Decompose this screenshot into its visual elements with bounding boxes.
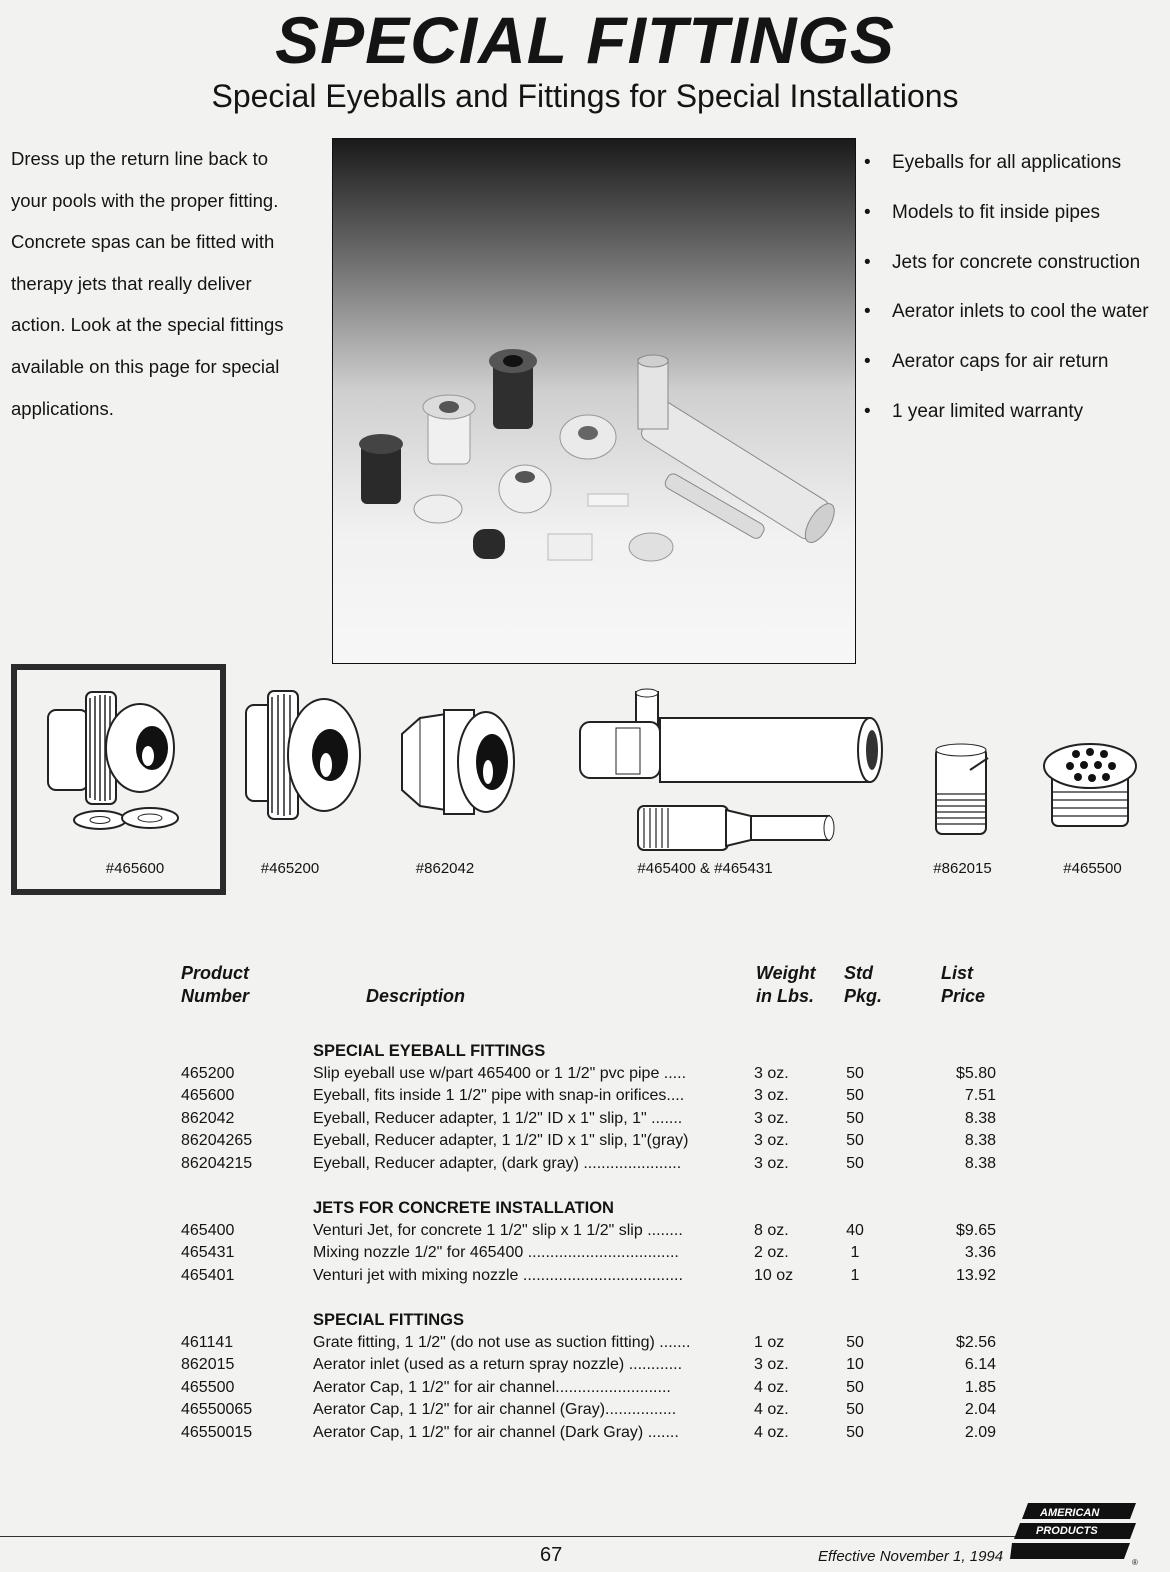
- product-number: 461141: [181, 1333, 234, 1351]
- product-std-pkg: 1: [850, 1266, 860, 1284]
- product-description: Eyeball, Reducer adapter, 1 1/2" ID x 1" slip, 1" .......: [313, 1109, 683, 1127]
- product-number: 46550015: [181, 1423, 253, 1441]
- product-number: 465400: [181, 1221, 235, 1239]
- product-weight: 4 oz.: [754, 1401, 789, 1418]
- col-header-line: Weight: [756, 963, 816, 983]
- product-std-pkg: 50: [846, 1109, 864, 1127]
- product-price: $9.65: [955, 1221, 996, 1239]
- american-products-logo: [1010, 1497, 1140, 1567]
- product-weight: 4 oz.: [754, 1423, 789, 1441]
- product-number: 862015: [181, 1356, 235, 1373]
- product-std-pkg: 1: [850, 1244, 860, 1261]
- intro-line: available on this page for special: [11, 355, 280, 377]
- feature-item: • Aerator caps for air return: [864, 337, 1170, 387]
- product-label: #465600: [105, 860, 165, 877]
- svg-text:AMERICAN: AMERICAN: [1040, 1507, 1100, 1519]
- product-description: Eyeball, Reducer adapter, 1 1/2" ID x 1" slip, 1"(gray): [313, 1132, 689, 1149]
- col-header-line: Std: [844, 963, 873, 983]
- section-title: SPECIAL EYEBALL FITTINGS: [313, 1042, 546, 1060]
- product-weight: 1 oz: [754, 1333, 785, 1351]
- feature-item: • Eyeballs for all applications: [864, 138, 1170, 188]
- col-header-product: [181, 962, 249, 1008]
- col-header-line: in Lbs.: [756, 986, 814, 1006]
- slip-eyeball-icon: [238, 685, 368, 825]
- product-number: 46550065: [181, 1401, 253, 1418]
- product-photo: [332, 138, 856, 664]
- col-header-line: Price: [941, 986, 986, 1006]
- product-number: 86204215: [181, 1154, 253, 1172]
- product-description: Aerator inlet (used as a return spray nozzle) ............: [313, 1356, 683, 1373]
- feature-list: [864, 138, 1170, 437]
- product-description: Eyeball, Reducer adapter, (dark gray) ......................: [313, 1154, 682, 1172]
- col-header-price: [941, 962, 985, 1008]
- col-header-line: Product: [181, 963, 250, 983]
- product-std-pkg: 50: [846, 1132, 864, 1149]
- page-title: SPECIAL FITTINGS: [275, 3, 895, 77]
- product-number: 465600: [181, 1087, 235, 1104]
- product-number: 465431: [181, 1244, 235, 1261]
- col-header-line: Number: [181, 986, 250, 1006]
- product-std-pkg: 50: [846, 1154, 864, 1172]
- product-description: Slip eyeball use w/part 465400 or 1 1/2" pvc pipe .....: [313, 1064, 687, 1082]
- product-price: $2.56: [955, 1333, 996, 1351]
- product-description: Aerator Cap, 1 1/2" for air channel..........................: [313, 1378, 671, 1396]
- page-subtitle: Special Eyeballs and Fittings for Special Installations: [211, 78, 959, 114]
- product-description: Aerator Cap, 1 1/2" for air channel (Gray)................: [313, 1401, 677, 1418]
- product-std-pkg: 50: [846, 1378, 864, 1396]
- col-header-line: Pkg.: [844, 986, 883, 1006]
- product-weight: 3 oz.: [754, 1087, 789, 1104]
- product-price: 7.51: [964, 1087, 996, 1104]
- product-description: Venturi jet with mixing nozzle ....................................: [313, 1266, 683, 1284]
- intro-paragraph: [11, 138, 331, 429]
- intro-line: therapy jets that really deliver: [11, 272, 252, 294]
- product-price: 8.38: [964, 1154, 996, 1172]
- product-description: Mixing nozzle 1/2" for 465400 ..................................: [313, 1244, 679, 1261]
- product-price: 8.38: [964, 1132, 996, 1149]
- product-number: 86204265: [181, 1132, 253, 1149]
- eyeball-fitting-with-washers-icon: [40, 680, 210, 830]
- fittings-photo-illustration: [333, 139, 855, 663]
- venturi-jet-and-nozzle-icon: [576, 688, 888, 858]
- aerator-inlet-icon: [930, 740, 1000, 840]
- product-weight: 3 oz.: [754, 1154, 789, 1172]
- product-description: Aerator Cap, 1 1/2" for air channel (Dark Gray) .......: [313, 1423, 679, 1441]
- product-weight: 8 oz.: [754, 1221, 789, 1239]
- product-label: #465400 & #465431: [637, 860, 773, 877]
- section-title: SPECIAL FITTINGS: [313, 1311, 464, 1329]
- intro-line: your pools with the proper fitting.: [11, 189, 279, 211]
- product-std-pkg: 50: [846, 1064, 864, 1082]
- product-label: #862042: [415, 860, 475, 877]
- product-number: 465401: [181, 1266, 235, 1284]
- product-number: 465200: [181, 1064, 235, 1082]
- product-weight: 3 oz.: [754, 1356, 789, 1373]
- reducer-adapter-eyeball-icon: [398, 700, 522, 820]
- intro-line: Dress up the return line back to: [11, 148, 269, 169]
- svg-text:PRODUCTS: PRODUCTS: [1036, 1525, 1098, 1537]
- aerator-cap-icon: [1040, 740, 1140, 832]
- feature-item: • 1 year limited warranty: [864, 387, 1170, 437]
- product-description: Venturi Jet, for concrete 1 1/2" slip x 1 1/2" slip ........: [313, 1221, 683, 1239]
- feature-item: • Aerator inlets to cool the water: [864, 287, 1170, 337]
- intro-line: Concrete spas can be fitted with: [11, 231, 275, 253]
- product-label: #862015: [933, 860, 992, 877]
- product-std-pkg: 50: [846, 1087, 864, 1104]
- product-weight: 3 oz.: [754, 1064, 789, 1082]
- product-weight: 2 oz.: [754, 1244, 789, 1261]
- page-number: 67: [540, 1544, 563, 1566]
- intro-line: action. Look at the special fittings: [11, 314, 284, 336]
- product-price: 2.04: [964, 1401, 996, 1418]
- product-description: Eyeball, fits inside 1 1/2" pipe with snap-in orifices....: [313, 1087, 685, 1104]
- feature-item: • Models to fit inside pipes: [864, 188, 1170, 238]
- product-description: Grate fitting, 1 1/2" (do not use as suction fitting) .......: [313, 1333, 691, 1351]
- product-std-pkg: 50: [846, 1333, 864, 1351]
- product-price: 8.38: [964, 1109, 996, 1127]
- product-number: 465500: [181, 1378, 235, 1396]
- product-weight: 4 oz.: [754, 1378, 789, 1396]
- col-header-description: Description: [366, 986, 466, 1006]
- product-weight: 3 oz.: [754, 1132, 789, 1149]
- product-weight: 3 oz.: [754, 1109, 789, 1127]
- section-title: JETS FOR CONCRETE INSTALLATION: [313, 1199, 614, 1217]
- product-std-pkg: 50: [846, 1401, 864, 1418]
- col-header-line: List: [941, 963, 974, 983]
- product-std-pkg: 10: [846, 1356, 864, 1373]
- product-label: #465500: [1063, 860, 1122, 877]
- product-std-pkg: 40: [846, 1221, 864, 1239]
- product-price: 6.14: [964, 1356, 996, 1373]
- product-price: $5.80: [955, 1064, 996, 1082]
- footer-rule: [0, 1536, 1045, 1537]
- product-label: #465200: [260, 860, 320, 877]
- product-std-pkg: 50: [846, 1423, 864, 1441]
- effective-date: Effective November 1, 1994: [818, 1548, 1004, 1565]
- col-header-weight: [756, 962, 816, 1008]
- product-price: 13.92: [955, 1266, 996, 1284]
- intro-line: applications.: [11, 397, 114, 419]
- feature-item: • Jets for concrete construction: [864, 238, 1170, 288]
- col-header-std: [844, 962, 882, 1008]
- product-price: 1.85: [964, 1378, 996, 1396]
- product-number: 862042: [181, 1109, 235, 1127]
- product-price: 3.36: [964, 1244, 996, 1261]
- svg-text:®: ®: [1132, 1558, 1138, 1567]
- product-price: 2.09: [964, 1423, 996, 1441]
- product-weight: 10 oz: [754, 1266, 794, 1284]
